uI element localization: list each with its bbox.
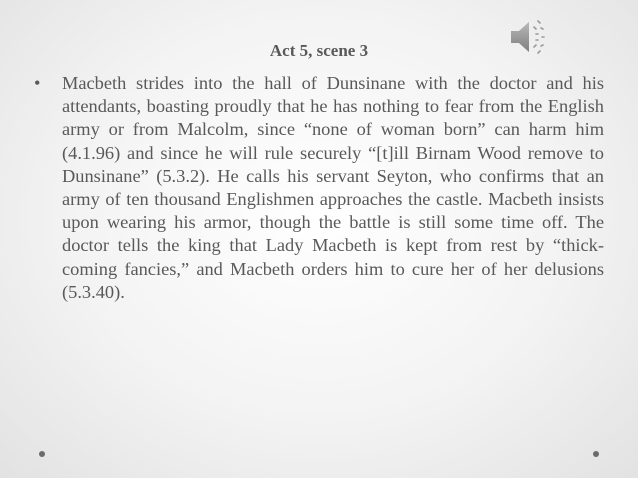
speaker-icon[interactable] [508,17,554,57]
slide-title: Act 5, scene 3 [269,41,369,60]
slide-body-text: Macbeth strides into the hall of Dunsinane with the doctor and his attendants, boasting proudly that he has nothing to fear from the English army or from Malcolm, since “none of woman born” can harm him (4.1.96) and since he will rule securely “[t]ill Birnam Wood remove to Dunsinane” (5.3.2). He calls his servant Seyton, who confirms that an army of ten thousand Englishmen approaches the castle. Macbeth insists upon wearing his armor, though the battle is still some time off. The doctor tells the king that Lady Macbeth is kept from rest by “thick-coming fancies,” and Macbeth orders him to cure her of her delusions (5.3.40). [62,73,604,302]
bullet-marker: • [34,73,41,93]
dot-icon [39,451,45,457]
dot-icon [593,451,599,457]
